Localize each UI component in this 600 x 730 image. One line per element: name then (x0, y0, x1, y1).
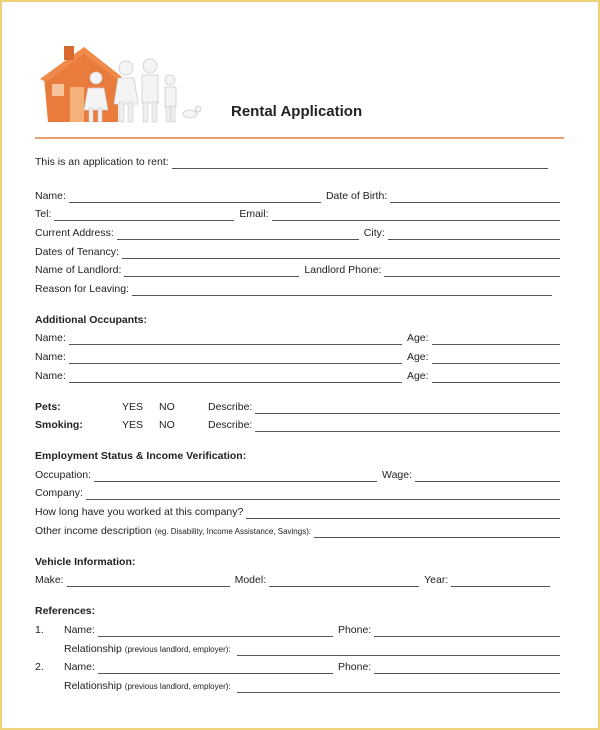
pets-yes-option[interactable]: YES (122, 401, 144, 413)
city-field[interactable] (388, 229, 560, 240)
reference-number: 1. (35, 624, 44, 636)
employment-heading: Employment Status & Income Verification: (35, 450, 247, 462)
tel-field[interactable] (54, 210, 234, 221)
house-family-logo-icon (38, 42, 208, 126)
page-title: Rental Application (231, 103, 363, 120)
occupation-label: Occupation: (35, 469, 92, 481)
occupation-row (35, 469, 560, 482)
address-city-row (35, 227, 560, 240)
occupant-name-field[interactable] (69, 334, 402, 345)
reason-label: Reason for Leaving: (35, 283, 129, 295)
other-income-label: Other income description (35, 525, 152, 537)
relationship-note: (previous landlord, employer): (124, 645, 231, 654)
name-dob-row (35, 190, 560, 203)
occupant-name-label: Name: (35, 351, 66, 363)
email-field[interactable] (272, 210, 560, 221)
make-field[interactable] (67, 576, 230, 587)
smoking-describe-field[interactable] (255, 421, 560, 432)
landlord-phone-label: Landlord Phone: (304, 264, 382, 276)
occupant-name-field[interactable] (69, 372, 402, 383)
occupation-field[interactable] (94, 471, 377, 482)
pets-row (35, 401, 560, 414)
dates-tenancy-row (35, 246, 560, 259)
how-long-field[interactable] (246, 508, 560, 519)
smoking-row (35, 419, 560, 432)
relationship-field[interactable] (237, 682, 560, 693)
dob-field[interactable] (390, 192, 560, 203)
reference-number: 2. (35, 661, 44, 673)
model-field[interactable] (269, 576, 419, 587)
relationship-note: (previous landlord, employer): (124, 682, 231, 691)
relationship-label: Relationship (64, 643, 122, 655)
reference-name-field[interactable] (98, 626, 333, 637)
reference-phone-label: Phone: (337, 661, 372, 673)
reference-row (35, 661, 560, 674)
reference-relationship-row (64, 643, 560, 656)
year-field[interactable] (451, 576, 550, 587)
city-label: City: (363, 227, 385, 239)
dob-label: Date of Birth: (325, 190, 388, 202)
reference-relationship-row (64, 680, 560, 693)
dates-tenancy-label: Dates of Tenancy: (35, 246, 119, 258)
reference-row (35, 624, 560, 637)
name-label: Name: (35, 190, 66, 202)
occupant-name-field[interactable] (69, 353, 402, 364)
occupant-name-label: Name: (35, 370, 66, 382)
current-address-field[interactable] (117, 229, 359, 240)
smoking-label: Smoking: (35, 419, 83, 431)
current-address-label: Current Address: (35, 227, 114, 239)
landlord-name-field[interactable] (124, 266, 299, 277)
occupant-age-label: Age: (406, 332, 429, 344)
rent-address-field[interactable] (172, 158, 548, 169)
occupant-age-field[interactable] (432, 372, 560, 383)
wage-field[interactable] (415, 471, 560, 482)
other-income-field[interactable] (314, 527, 560, 538)
year-label: Year: (424, 574, 449, 586)
company-label: Company: (35, 487, 83, 499)
tel-label: Tel: (35, 208, 52, 220)
how-long-label: How long have you worked at this company? (35, 506, 244, 518)
other-income-note: (eg. Disability, Income Assistance, Savings): (154, 527, 312, 536)
reason-field[interactable] (132, 285, 552, 296)
landlord-name-label: Name of Landlord: (35, 264, 122, 276)
wage-label: Wage: (382, 469, 413, 481)
dates-tenancy-field[interactable] (122, 248, 560, 259)
occupant-row (35, 351, 560, 364)
vehicle-row (35, 574, 550, 587)
relationship-field[interactable] (237, 645, 560, 656)
occupant-name-label: Name: (35, 332, 66, 344)
pets-describe-field[interactable] (255, 403, 560, 414)
landlord-row (35, 264, 560, 277)
occupant-age-label: Age: (406, 351, 429, 363)
email-label: Email: (239, 208, 269, 220)
rent-address-row (35, 156, 548, 169)
smoking-describe-label: Describe: (208, 419, 253, 431)
company-row (35, 487, 560, 500)
reference-name-field[interactable] (98, 663, 333, 674)
company-field[interactable] (86, 489, 560, 500)
make-label: Make: (35, 574, 64, 586)
reference-phone-field[interactable] (374, 663, 560, 674)
landlord-phone-field[interactable] (384, 266, 560, 277)
occupant-row (35, 370, 560, 383)
reference-phone-label: Phone: (337, 624, 372, 636)
reference-name-label: Name: (64, 624, 95, 636)
occupant-row (35, 332, 560, 345)
pets-no-option[interactable]: NO (159, 401, 175, 413)
relationship-label: Relationship (64, 680, 122, 692)
references-heading: References: (35, 605, 96, 617)
tel-email-row (35, 208, 560, 221)
smoking-no-option[interactable]: NO (159, 419, 175, 431)
occupants-heading: Additional Occupants: (35, 314, 148, 326)
pets-label: Pets: (35, 401, 61, 413)
pets-describe-label: Describe: (208, 401, 253, 413)
title-divider (35, 137, 564, 139)
how-long-row (35, 506, 560, 519)
reference-phone-field[interactable] (374, 626, 560, 637)
rent-address-label: This is an application to rent: (35, 156, 169, 168)
reference-name-label: Name: (64, 661, 95, 673)
name-field[interactable] (69, 192, 321, 203)
vehicle-heading: Vehicle Information: (35, 556, 136, 568)
occupant-age-field[interactable] (432, 353, 560, 364)
occupant-age-label: Age: (406, 370, 429, 382)
other-income-row (35, 525, 560, 538)
occupant-age-field[interactable] (432, 334, 560, 345)
smoking-yes-option[interactable]: YES (122, 419, 144, 431)
reason-row (35, 283, 552, 296)
model-label: Model: (234, 574, 267, 586)
